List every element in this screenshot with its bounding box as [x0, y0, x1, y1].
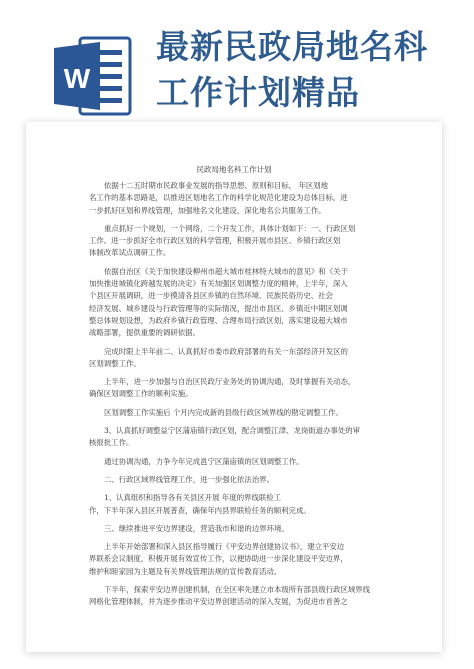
- document-line: 一步抓好区划和界线管理，加强地名文化建设，深化地名公共服务工作。: [89, 205, 326, 215]
- document-line: 工作。进一步抓好全市行政区划的科学管理，积极开展市县区、乡镇行政区划: [89, 236, 341, 246]
- document-line: 网格化管理体制，并为逐步推动平安边界创建活动的深入发展，为促进市首善之: [89, 597, 348, 607]
- document-line: 界联系会议制度，积极开展有效宣传工作，以便协助进一步深化建设平安边界，: [89, 554, 348, 564]
- document-line: 依据自治区《关于加快建设柳州市超大城市桂林特大城市的意见》和《关于: [104, 266, 348, 276]
- document-line: 依据十二五时期市民政事业发展的指导思想、原则和目标， 年区划地: [104, 181, 329, 190]
- document-line: 确保区划调整工作的顺利实施。: [89, 389, 193, 399]
- document-line: 三、继续推进平安边界建设，营造我市和谐的边界环境。: [104, 523, 289, 533]
- document-line: 作，下半年深入县区开展普查，确保年内县界联检任务的顺利完成。: [89, 505, 311, 515]
- document-line: 3、认真抓好调整益宁区蒲庙镇行政区划，配合调整江津、龙岗街道办事处的审: [104, 426, 360, 436]
- document-body: [89, 180, 389, 609]
- document-line: 上半年开始部署和深入县区指导履行《平安边界创建协议书》，建立平安边: [104, 542, 345, 552]
- page-title-line-1: 最新民政局地名科: [156, 27, 428, 66]
- document-line: 名工作的基本思路是，以推进区划地名工作的科学化规范化建设为总体目标，进: [89, 193, 348, 203]
- document-line: 个县区开展调研，进一步摸清各县区乡镇的自然环境、民族民俗历史、社会: [89, 291, 333, 301]
- document-line: 1、认真组织和指导各有关县区开展 年度的界线联检工: [104, 493, 282, 503]
- word-letter: W: [63, 63, 91, 94]
- document-line: 经济发展、城乡建设与行政管理等的实际情况，提出市县区、乡镇近中期区划调: [89, 303, 348, 313]
- document-line: 下半年，探索平安边界创建机制，在全区率先建立市本级所有部县级行政区域界线: [104, 585, 371, 595]
- document-line: 整总体规划设想，为政府乡镇行政管理、合理布局行政区划，落实建设超大城市: [89, 315, 348, 325]
- header-banner: [0, 0, 474, 120]
- document-line: 体制改革试点调研工作。: [89, 248, 171, 258]
- document-line: 重点抓好一个规划，一个网络，二个开发工作，具体计划如下：一、行政区划: [104, 223, 356, 233]
- document-line: 区划调整工作。: [89, 358, 141, 368]
- document-line: 通过协调沟通，力争今年完成邕宁区蒲庙镇的区划调整工作。: [104, 456, 304, 466]
- document-line: 区划调整工作实施后 个月内完成新的县级行政区域界线的勘定调整工作。: [104, 407, 343, 417]
- page-title-line-2: 工作计划精品: [156, 73, 360, 112]
- document-page: [26, 122, 442, 652]
- document-line: 维护和睦家园为主题及有关界线管理法规的宣传教育活动。: [89, 566, 282, 576]
- document-line: 加快推进城镇化跨越发展的决定》有关加强区划调整力度的精神，上半年，深入: [89, 279, 348, 289]
- document-line: 上半年，进一步加强与自治区民政厅业务处的协调沟通，及时掌握有关动态，: [104, 377, 356, 387]
- document-line: 二、行政区域界线管理工作，进一步强化依法治界。: [104, 474, 274, 484]
- document-line: 完成时限上半年前二、认真抓好市委市政府部署的有关一东部经济开发区的: [104, 346, 348, 356]
- document-line: 战略部署，提供重要的调研依据。: [89, 328, 200, 338]
- document-line: 核报批工作。: [89, 438, 134, 448]
- word-document-icon: [50, 34, 134, 118]
- document-title: 民政局地名科工作计划: [196, 165, 272, 174]
